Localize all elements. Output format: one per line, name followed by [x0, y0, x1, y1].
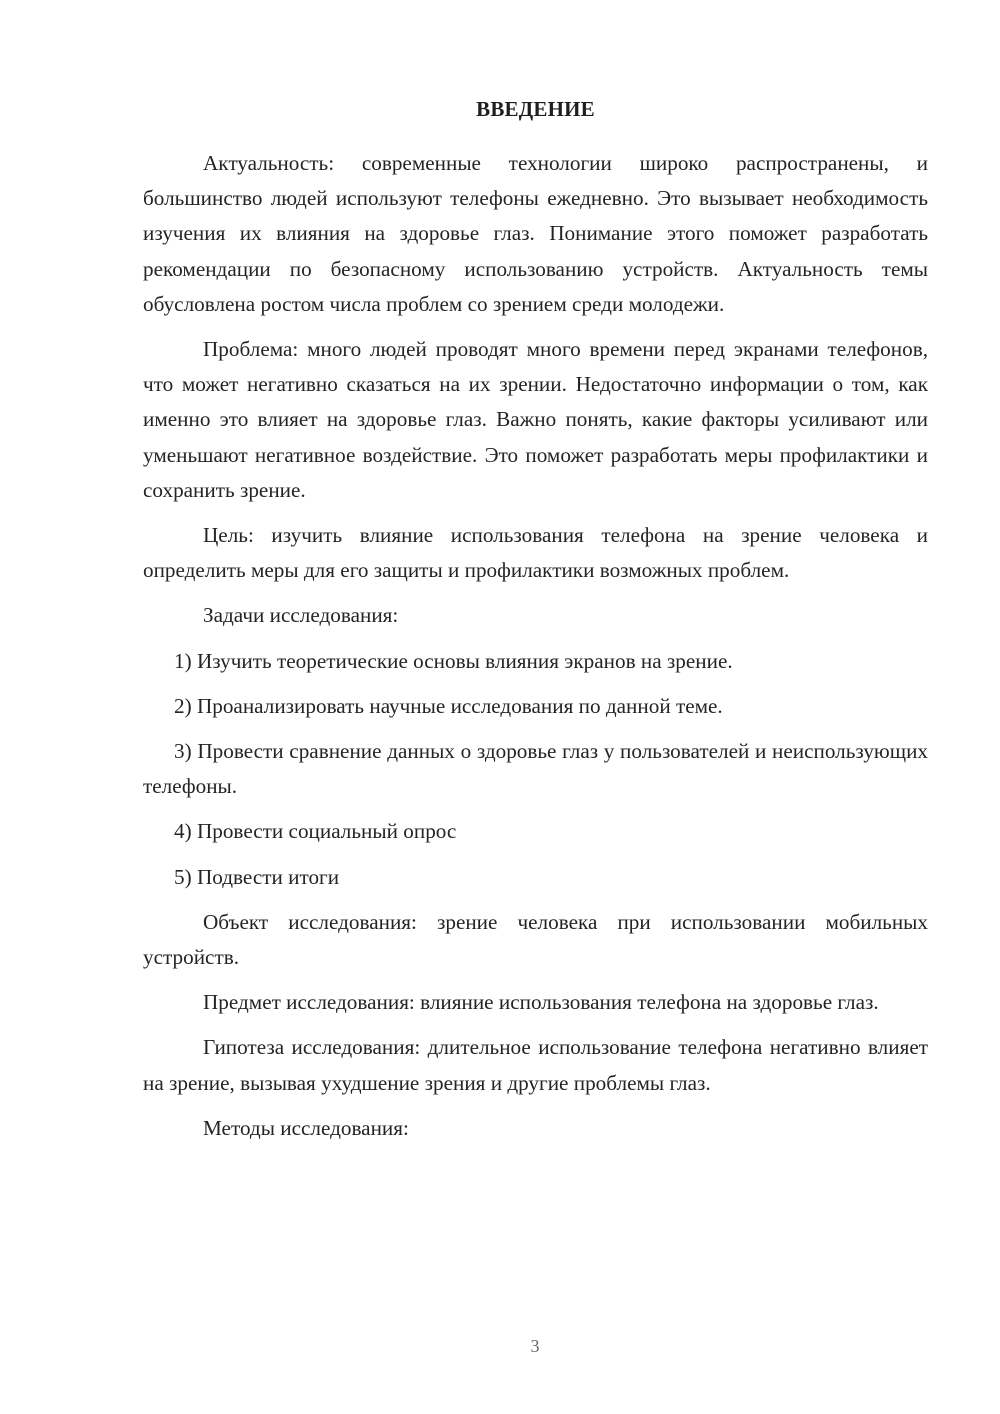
research-hypothesis-paragraph: Гипотеза исследования: длительное использование телефона негативно влияет на зрение, вызывая ухудшение зрения и другие проблемы глаз. [143, 1035, 928, 1095]
task-item: 2) Проанализировать научные исследования по данной теме. [174, 693, 723, 718]
relevance-paragraph: Актуальность: современные технологии широко распространены, и большинство людей используют телефоны ежедневно. Это вызывает необходимость изучения их влияния на здоровье глаз. Понимание этого поможет разработать рекомендации по безопасному использованию устройств. Актуальность темы обусловлена ростом числа проблем со зрением среди молодежи. [143, 151, 928, 316]
task-item: 4) Провести социальный опрос [174, 819, 457, 844]
page-number: 3 [530, 1336, 540, 1356]
task-item: 3) Провести сравнение данных о здоровье глаз у пользователей и неиспользующих телефоны. [143, 739, 928, 799]
document-content [143, 92, 928, 1156]
research-object-paragraph: Объект исследования: зрение человека при использовании мобильных устройств. [143, 909, 928, 970]
task-item: 1) Изучить теоретические основы влияния экранов на зрение. [174, 648, 733, 673]
task-item: 5) Подвести итоги [174, 864, 340, 889]
page-title: ВВЕДЕНИЕ [476, 97, 595, 121]
research-subject-paragraph: Предмет исследования: влияние использования телефона на здоровье глаз. [203, 990, 879, 1015]
research-methods-heading: Методы исследования: [203, 1115, 409, 1140]
problem-paragraph: Проблема: много людей проводят много времени перед экранами телефонов, что может негативно сказаться на их зрении. Недостаточно информации о том, как именно это влияет на здоровье глаз. Важно понять, какие факторы усиливают или уменьшают негативное воздействие. Это поможет разработать меры профилактики и сохранить зрение. [143, 337, 928, 502]
tasks-heading: Задачи исследования: [203, 603, 399, 628]
goal-paragraph: Цель: изучить влияние использования телефона на зрение человека и определить меры для его защиты и профилактики возможных проблем. [143, 523, 928, 583]
